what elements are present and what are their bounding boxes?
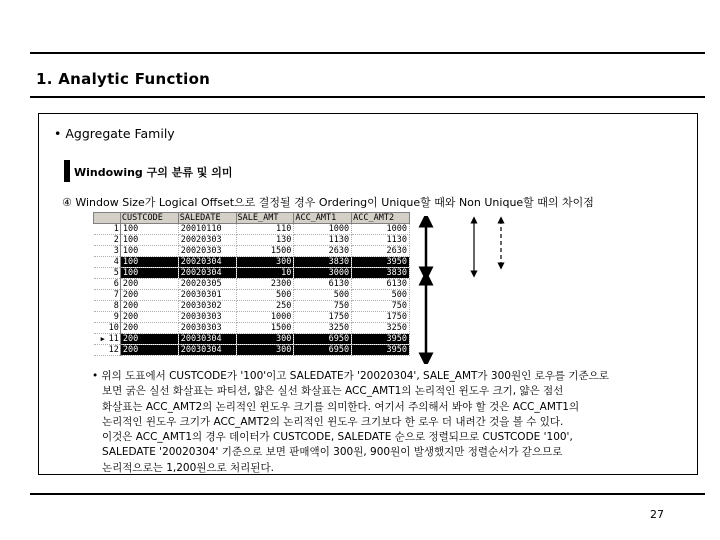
- column-header[interactable]: ACC_AMT1: [294, 213, 352, 224]
- table-cell[interactable]: 500: [352, 290, 410, 301]
- row-number[interactable]: [94, 246, 121, 257]
- table-cell[interactable]: 100: [120, 235, 178, 246]
- explanation-line: • 위의 도표에서 CUSTCODE가 '100'이고 SALEDATE가 '20020304', SALE_AMT가 300원인 로우를 기준으로: [92, 370, 609, 382]
- subsection-heading: ④ Window Size가 Logical Offset으로 결정될 경우 Ordering이 Unique할 때와 Non Unique할 때의 차이점: [62, 196, 594, 209]
- row-number[interactable]: [94, 290, 121, 301]
- section-heading: Windowing 구의 분류 및 의미: [74, 166, 233, 179]
- table-cell[interactable]: 20030301: [178, 290, 236, 301]
- row-number-label: 1: [113, 224, 119, 234]
- table-cell[interactable]: 2630: [294, 246, 352, 257]
- row-number[interactable]: [94, 279, 121, 290]
- table-cell[interactable]: 200: [120, 345, 178, 356]
- table-cell[interactable]: 130: [236, 235, 294, 246]
- table-cell[interactable]: 6950: [294, 334, 352, 345]
- row-number[interactable]: [94, 334, 121, 345]
- table-cell[interactable]: 20030302: [178, 301, 236, 312]
- table-cell[interactable]: 1000: [352, 224, 410, 235]
- table-cell[interactable]: 6130: [352, 279, 410, 290]
- row-number[interactable]: [94, 312, 121, 323]
- table-row[interactable]: [94, 235, 410, 246]
- table-cell[interactable]: 1750: [352, 312, 410, 323]
- table-cell[interactable]: 1500: [236, 323, 294, 334]
- page-number: 27: [650, 508, 664, 521]
- result-table: [93, 212, 410, 356]
- table-cell[interactable]: 100: [120, 257, 178, 268]
- row-number[interactable]: [94, 268, 121, 279]
- column-header[interactable]: SALE_AMT: [236, 213, 294, 224]
- table-cell[interactable]: 6950: [294, 345, 352, 356]
- subtitle: • Aggregate Family: [54, 126, 175, 141]
- slide-title: 1. Analytic Function: [36, 70, 211, 88]
- explanation-line: 이것은 ACC_AMT1의 경우 데이터가 CUSTCODE, SALEDATE 순으로 정렬되므로 CUSTCODE '100',: [102, 431, 573, 444]
- explanation-line: 논리적으로는 1,200원으로 처리된다.: [102, 461, 274, 474]
- table-row[interactable]: [94, 334, 410, 345]
- table-cell[interactable]: 3950: [352, 257, 410, 268]
- table-cell[interactable]: 20030303: [178, 323, 236, 334]
- table-cell[interactable]: 300: [236, 257, 294, 268]
- row-number[interactable]: [94, 323, 121, 334]
- table-cell[interactable]: 300: [236, 345, 294, 356]
- table-cell[interactable]: 20030303: [178, 312, 236, 323]
- table-cell[interactable]: 500: [236, 290, 294, 301]
- table-cell[interactable]: 20010110: [178, 224, 236, 235]
- table-cell[interactable]: 3250: [352, 323, 410, 334]
- table-cell[interactable]: 750: [352, 301, 410, 312]
- table-row[interactable]: [94, 312, 410, 323]
- bottom-rule: [30, 493, 705, 495]
- column-header[interactable]: ACC_AMT2: [352, 213, 410, 224]
- row-number-label: 6: [113, 279, 119, 289]
- section-marker-bar: [64, 160, 70, 182]
- table-cell[interactable]: 20020304: [178, 268, 236, 279]
- table-cell[interactable]: 3950: [352, 334, 410, 345]
- table-cell[interactable]: 6130: [294, 279, 352, 290]
- table-row[interactable]: [94, 301, 410, 312]
- table-row[interactable]: [94, 290, 410, 301]
- explanation-text: [92, 369, 609, 476]
- explanation-line: SALEDATE '20020304' 기준으로 보면 판매액이 300원, 900원이 발생했지만 정렬순서가 같으므로: [102, 446, 563, 459]
- current-row-marker-icon: ▶: [100, 335, 105, 343]
- table-cell[interactable]: 200: [120, 279, 178, 290]
- table-cell[interactable]: 110: [236, 224, 294, 235]
- column-header[interactable]: CUSTCODE: [120, 213, 178, 224]
- table-row[interactable]: [94, 279, 410, 290]
- table-cell[interactable]: 200: [120, 334, 178, 345]
- table-cell[interactable]: 1750: [294, 312, 352, 323]
- title-underline: [30, 96, 705, 98]
- top-rule: [30, 52, 705, 54]
- table-cell[interactable]: 20020305: [178, 279, 236, 290]
- table-cell[interactable]: 1000: [236, 312, 294, 323]
- table-cell[interactable]: 3830: [294, 257, 352, 268]
- table-cell[interactable]: 1000: [294, 224, 352, 235]
- row-number-label: 5: [113, 268, 119, 278]
- row-number-label: 10: [108, 323, 119, 333]
- window-arrows: [414, 216, 524, 364]
- row-number-label: 12: [108, 345, 119, 355]
- table-cell[interactable]: 20020303: [178, 235, 236, 246]
- row-number[interactable]: [94, 345, 121, 356]
- table-cell[interactable]: 200: [120, 323, 178, 334]
- table-cell[interactable]: 20020303: [178, 246, 236, 257]
- table-cell[interactable]: 3000: [294, 268, 352, 279]
- table-row[interactable]: [94, 268, 410, 279]
- table-cell[interactable]: 100: [120, 268, 178, 279]
- table-cell[interactable]: 20030304: [178, 334, 236, 345]
- row-number[interactable]: [94, 257, 121, 268]
- table-row[interactable]: [94, 246, 410, 257]
- row-number-label: 11: [108, 334, 119, 344]
- table-cell[interactable]: 20030304: [178, 345, 236, 356]
- explanation-line: 보면 굵은 실선 화살표는 파티션, 얇은 실선 화살표는 ACC_AMT1의 논리적인 윈도우 크기, 얇은 점선: [102, 385, 564, 398]
- table-cell[interactable]: 300: [236, 334, 294, 345]
- table-row[interactable]: [94, 323, 410, 334]
- table-cell[interactable]: 200: [120, 290, 178, 301]
- table-cell[interactable]: 100: [120, 224, 178, 235]
- table-row[interactable]: [94, 224, 410, 235]
- table-cell[interactable]: 2630: [352, 246, 410, 257]
- explanation-line: 화살표는 ACC_AMT2의 논리적인 윈도우 크기를 의미한다. 여기서 주의해서 봐야 할 것은 ACC_AMT1의: [102, 400, 580, 413]
- table-cell[interactable]: 750: [294, 301, 352, 312]
- table-cell[interactable]: 1130: [294, 235, 352, 246]
- row-number-label: 4: [113, 257, 119, 267]
- row-number-label: 3: [113, 246, 119, 256]
- table-cell[interactable]: 20020304: [178, 257, 236, 268]
- table-header-row: [94, 213, 410, 224]
- table-body: [94, 224, 410, 356]
- table-row[interactable]: [94, 345, 410, 356]
- table-cell[interactable]: 3830: [352, 268, 410, 279]
- table-cell[interactable]: 1500: [236, 246, 294, 257]
- row-number-header: [94, 213, 121, 224]
- row-number[interactable]: [94, 224, 121, 235]
- row-number-label: 7: [113, 290, 119, 300]
- table-row[interactable]: [94, 257, 410, 268]
- data-grid: [93, 212, 410, 360]
- row-number-label: 2: [113, 235, 119, 245]
- table-cell[interactable]: 100: [120, 246, 178, 257]
- row-number-label: 9: [113, 312, 119, 322]
- table-cell[interactable]: 250: [236, 301, 294, 312]
- table-cell[interactable]: 500: [294, 290, 352, 301]
- table-cell[interactable]: 200: [120, 301, 178, 312]
- column-header[interactable]: SALEDATE: [178, 213, 236, 224]
- row-number[interactable]: [94, 235, 121, 246]
- row-number[interactable]: [94, 301, 121, 312]
- table-cell[interactable]: 3950: [352, 345, 410, 356]
- table-cell[interactable]: 1130: [352, 235, 410, 246]
- table-cell[interactable]: 3250: [294, 323, 352, 334]
- table-cell[interactable]: 2300: [236, 279, 294, 290]
- table-cell[interactable]: 10: [236, 268, 294, 279]
- row-number-label: 8: [113, 301, 119, 311]
- explanation-line: 논리적인 윈도우 크기가 ACC_AMT2의 논리적인 윈도우 크기보다 한 로우 더 내려간 것을 볼 수 있다.: [102, 415, 564, 428]
- table-cell[interactable]: 200: [120, 312, 178, 323]
